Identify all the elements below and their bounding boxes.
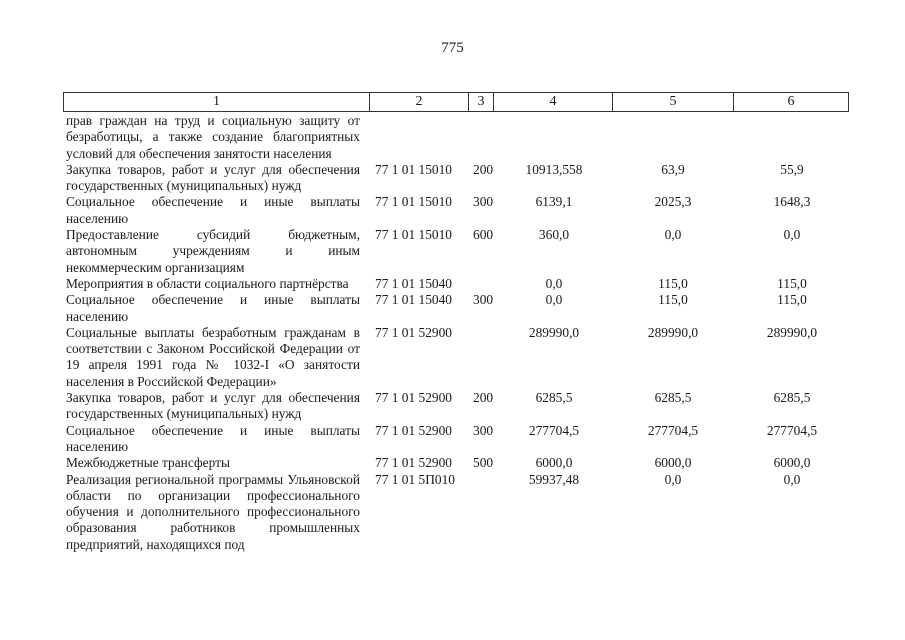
table-body [0,113,905,553]
row-value-5: 115,0 [658,275,688,291]
row-code: 77 1 01 52900 [375,455,452,471]
row-value-4: 10913,558 [525,161,583,177]
row-value-6: 115,0 [777,292,807,308]
table-row [0,472,905,553]
header-col-4: 4 [493,92,613,112]
row-code: 77 1 01 15040 [375,292,452,308]
row-value-6: 55,9 [780,161,804,177]
row-value-6: 289990,0 [766,324,818,340]
row-description: прав граждан на труд и социальную защиту от безработицы, а также создание благоприятных условий для обеспечения занятости населения [66,113,360,161]
row-code: 77 1 01 52900 [375,390,452,406]
header-col-2: 2 [369,92,469,112]
header-col-5: 5 [612,92,734,112]
row-description: Предоставление субсидий бюджетным, автономным учреждениям и иным некоммерческим организациям [66,227,360,275]
row-description: Закупка товаров, работ и услуг для обеспечения государственных (муниципальных) нужд [66,390,360,422]
row-code: 77 1 01 15010 [375,194,452,210]
row-value-6: 277704,5 [766,422,818,438]
row-value-4: 6000,0 [535,455,573,471]
row-type: 600 [473,227,494,243]
row-value-5: 289990,0 [647,324,699,340]
row-value-5: 63,9 [661,161,685,177]
row-code: 77 1 01 15010 [375,227,452,243]
row-type: 200 [473,161,494,177]
row-value-4: 0,0 [545,292,563,308]
table-row [0,455,905,471]
table-row [0,194,905,227]
table-row [0,423,905,456]
row-value-6: 6285,5 [773,390,811,406]
row-value-6: 1648,3 [773,194,811,210]
row-value-5: 2025,3 [654,194,692,210]
row-code: 77 1 01 52900 [375,422,452,438]
header-col-3: 3 [468,92,494,112]
row-value-5: 0,0 [664,227,682,243]
row-description: Социальные выплаты безработным гражданам в соответствии с Законом Российской Федерации от 19 апреля 1991 года № 1032-I «О занятости населения в Российской Федерации» [66,324,360,389]
row-type: 300 [473,292,494,308]
row-code: 77 1 01 5П010 [375,471,455,487]
row-description: Реализация региональной программы Ульяновской области по организации профессионального обучения и дополнительного профессионального образования работников промышленных предприятий, находящихся под [66,471,360,552]
row-value-4: 277704,5 [528,422,580,438]
row-value-4: 0,0 [545,275,563,291]
table-row [0,292,905,325]
row-value-5: 0,0 [664,471,682,487]
page-number: 775 [441,40,464,56]
row-description: Социальное обеспечение и иные выплаты населению [66,292,360,324]
row-code: 77 1 01 15040 [375,275,452,291]
row-description: Закупка товаров, работ и услуг для обеспечения государственных (муниципальных) нужд [66,161,360,194]
row-value-4: 6285,5 [535,390,573,406]
row-value-4: 289990,0 [528,324,580,340]
row-type: 300 [473,194,494,210]
table-row [0,227,905,276]
row-value-4: 59937,48 [528,471,580,487]
row-type: 200 [473,390,494,406]
header-col-1: 1 [63,92,370,112]
row-description: Мероприятия в области социального партнёрства [66,275,349,291]
row-description: Социальное обеспечение и иные выплаты населению [66,422,360,454]
row-value-6: 0,0 [783,471,801,487]
header-col-6: 6 [733,92,849,112]
table-row [0,325,905,390]
row-description: Социальное обеспечение и иные выплаты населению [66,194,360,226]
row-type: 500 [473,455,494,471]
row-value-6: 115,0 [777,275,807,291]
table-row [0,390,905,423]
table-row [0,113,905,162]
row-value-6: 6000,0 [773,455,811,471]
table-row [0,276,905,292]
row-type: 300 [473,422,494,438]
row-value-5: 115,0 [658,292,688,308]
row-value-5: 6000,0 [654,455,692,471]
table-row [0,162,905,195]
row-value-5: 277704,5 [647,422,699,438]
row-value-4: 6139,1 [535,194,573,210]
row-code: 77 1 01 52900 [375,324,452,340]
row-value-6: 0,0 [783,227,801,243]
row-value-5: 6285,5 [654,390,692,406]
row-code: 77 1 01 15010 [375,161,452,177]
row-value-4: 360,0 [538,227,570,243]
row-description: Межбюджетные трансферты [66,455,230,471]
